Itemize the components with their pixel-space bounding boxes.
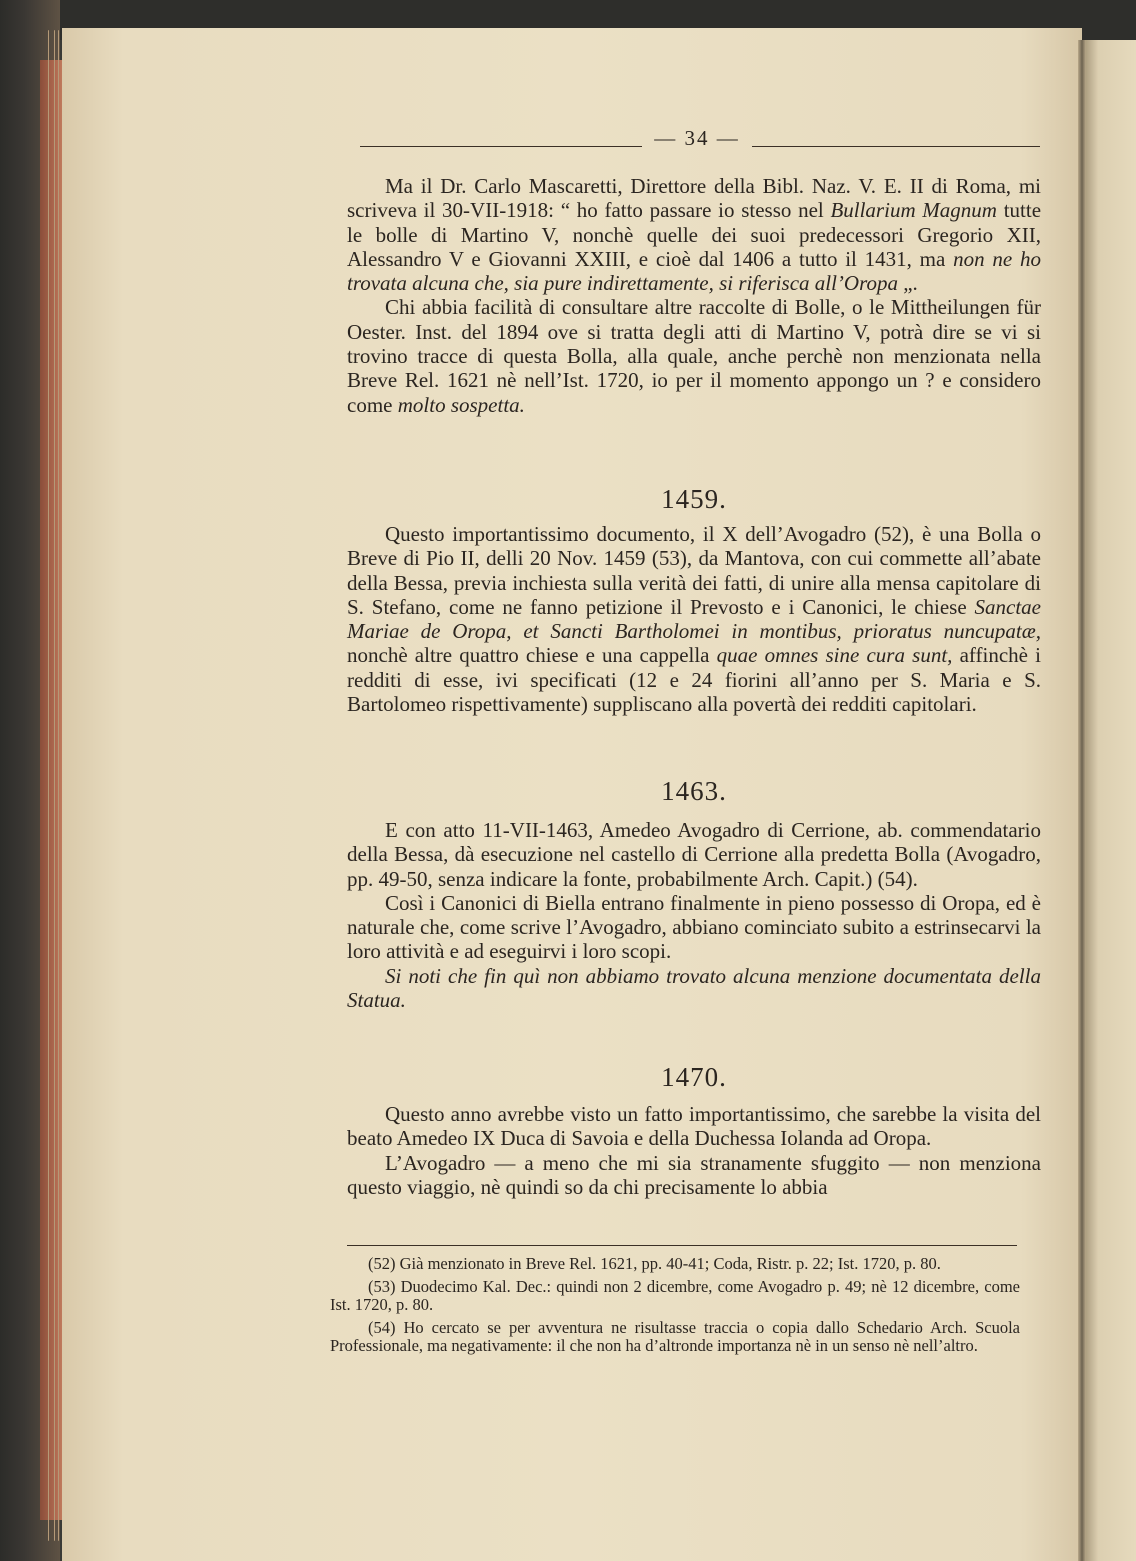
page-stack-line (54, 30, 55, 1541)
text-run: nonchè altre quattro chiese e una cappella (347, 643, 717, 668)
text-run: Ma il Dr. Carlo Mascaretti, Direttore della Bibl. Naz. V. E. II di Roma, mi scriveva il 30-VII-1918: “ ho fatto passare io stesso nel (347, 174, 1041, 223)
paragraph (347, 522, 1041, 716)
paragraph (347, 174, 1041, 295)
header-rule-right (752, 146, 1040, 147)
footnote: (52) Già menzionato in Breve Rel. 1621, pp. 40-41; Coda, Ristr. p. 22; Ist. 1720, p. 80. (368, 1254, 941, 1273)
text-run: tutte le bolle di Martino V, nonchè quelle dei suoi predecessori Gregorio XII, Alessandro V e Giovanni XXIII, e cioè dal 1406 a tutto il 1431, ma (347, 198, 1042, 271)
footnote: (53) Duodecimo Kal. Dec.: quindi non 2 dicembre, come Avogadro p. 49; nè 12 dicembre, come Ist. 1720, p. 80. (330, 1277, 1020, 1314)
italic-run: Sanctae Mariae de Oropa, et Sancti Bartholomei in montibus, prioratus nuncupatæ, (347, 594, 1041, 644)
italic-run: non ne ho trovata alcuna che, sia pure indirettamente, si riferisca all’Oropa (347, 246, 1041, 296)
text-run: affinchè i redditi di esse, ivi specificati (12 e 24 fiorini all’anno per S. Maria e S. Bartolomeo rispettivamente) suppliscano alla povertà dei redditi capitolari. (347, 643, 1041, 717)
section-1470 (347, 1102, 1041, 1199)
paragraph: Così i Canonici di Biella entrano finalmente in pieno possesso di Oropa, ed è naturale che, come scrive l’Avogadro, abbiano cominciato subito a estrinsecarvi la loro attività e ad eseguirvi i loro scopi. (347, 890, 1041, 964)
section-1459 (347, 522, 1041, 716)
header-rule-left (360, 146, 642, 147)
italic-run: quae omnes sine cura sunt, (716, 643, 953, 668)
book-gutter (1078, 40, 1086, 1561)
text-run: „. (897, 271, 918, 296)
paragraph: Questo anno avrebbe visto un fatto importantissimo, che sarebbe la visita del beato Amedeo IX Duca di Savoia e della Duchessa Iolanda ad Oropa. (347, 1102, 1041, 1151)
paragraph (347, 295, 1041, 416)
year-heading-1459: 1459. (661, 484, 727, 514)
italic-run: Bullarium Magnum (830, 198, 997, 223)
paragraph: L’Avogadro — a meno che mi sia stranamente sfuggito — non menziona questo viaggio, nè quindi so da chi precisamente lo abbia (347, 1150, 1041, 1199)
paragraph (347, 964, 1041, 1013)
page-number: — 34 — (654, 126, 740, 150)
year-heading-1463: 1463. (661, 776, 727, 806)
italic-run: molto sospetta. (397, 392, 525, 417)
footnotes (330, 1255, 1020, 1360)
section-1463 (347, 818, 1041, 1012)
page-stack-line (58, 30, 59, 1541)
page-stack-line (48, 30, 49, 1541)
intro-section (347, 174, 1041, 417)
footnote-rule (347, 1245, 1017, 1246)
paragraph: E con atto 11-VII-1463, Amedeo Avogadro di Cerrione, ab. commendatario della Bessa, dà esecuzione nel castello di Cerrione alla predetta Bolla (Avogadro, pp. 49-50, senza indicare la fonte, probabilmente Arch. Capit.) (54). (347, 818, 1041, 891)
italic-run: Si noti che fin quì non abbiamo trovato alcuna menzione documentata della Statua. (347, 963, 1041, 1013)
year-heading-1470: 1470. (661, 1062, 727, 1092)
footnote: (54) Ho cercato se per avventura ne risultasse traccia o copia dallo Schedario Arch. Scuola Professionale, ma negativamente: il che non ha d’altronde importanza nè in un senso nè nell’altro. (330, 1318, 1020, 1355)
text-run: Chi abbia facilità di consultare altre raccolte di Bolle, o le Mittheilungen für Oester. Inst. del 1894 ove si tratta degli atti di Martino V, potrà dire se vi si trovino tracce di questa Bolla, alla quale, anche perchè non menzionata nella Breve Rel. 1621 nè nell’Ist. 1720, io per il momento appongo un ? e considero come (347, 295, 1041, 417)
page-header (360, 126, 1040, 156)
text-run: Questo importantissimo documento, il X dell’Avogadro (52), è una Bolla o Breve di Pio II, delli 20 Nov. 1459 (53), da Mantova, con cui commette all’abate della Bessa, previa inchiesta sulla verità dei fatti, di unire alla mensa capitolare di S. Stefano, come ne fanno petizione il Prevosto e i Canonici, le chiese (347, 522, 1041, 619)
facing-page (1082, 40, 1136, 1561)
